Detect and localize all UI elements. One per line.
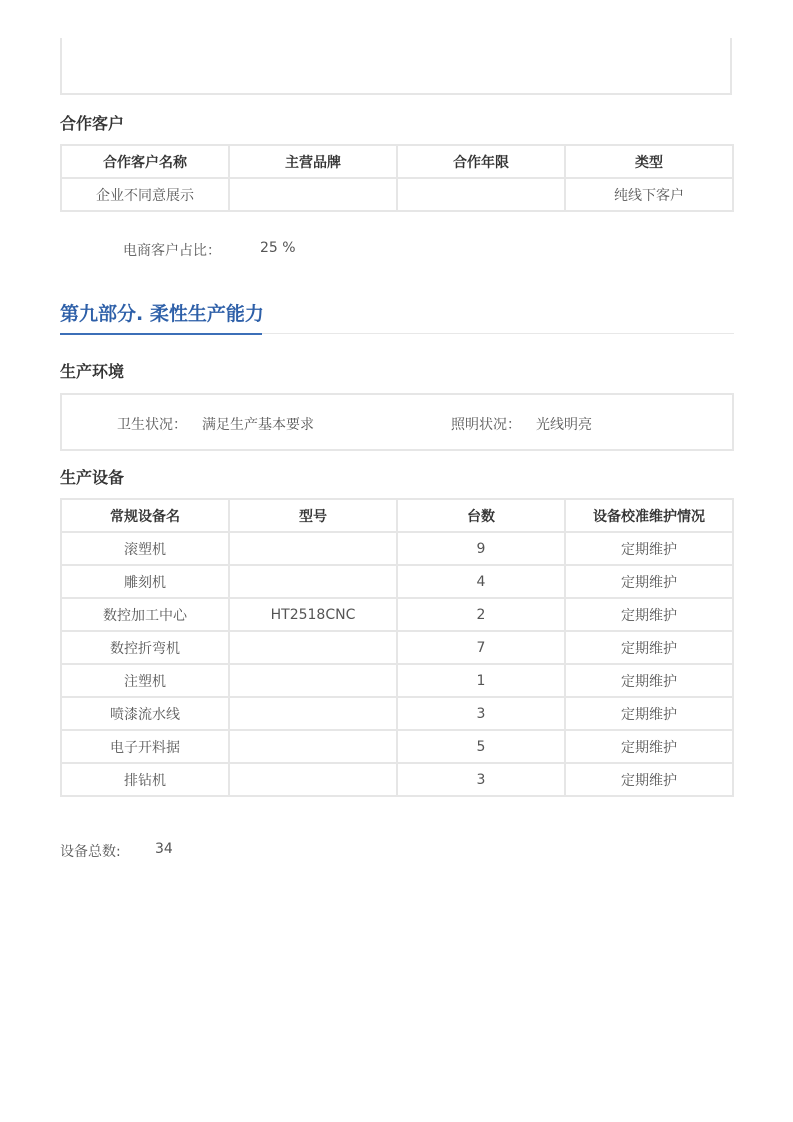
table-cell — [229, 178, 397, 211]
table-row — [61, 598, 733, 631]
table-cell: 数控加工中心 — [61, 598, 229, 631]
table-cell: HT2518CNC — [229, 598, 397, 631]
table-cell — [397, 178, 565, 211]
equipment-title: 生产设备 — [60, 468, 125, 487]
table-cell: 3 — [397, 763, 565, 796]
column-header: 类型 — [565, 145, 733, 178]
table-row — [61, 565, 733, 598]
table-cell: 电子开料据 — [61, 730, 229, 763]
table-cell — [229, 730, 397, 763]
table-cell: 滚塑机 — [61, 532, 229, 565]
table-cell: 企业不同意展示 — [61, 178, 229, 211]
table-cell: 定期维护 — [565, 763, 733, 796]
column-header: 主营品牌 — [229, 145, 397, 178]
table-cell: 纯线下客户 — [565, 178, 733, 211]
table-cell: 1 — [397, 664, 565, 697]
table-header-row — [61, 499, 733, 532]
partners-table — [60, 144, 734, 212]
table-cell: 定期维护 — [565, 697, 733, 730]
table-cell: 数控折弯机 — [61, 631, 229, 664]
partners-title: 合作客户 — [60, 114, 125, 133]
table-row — [61, 178, 733, 211]
table-cell: 9 — [397, 532, 565, 565]
lighting-label: 照明状况： — [451, 417, 521, 433]
hygiene-label: 卫生状况： — [117, 417, 187, 433]
table-row — [61, 631, 733, 664]
table-cell: 定期维护 — [565, 532, 733, 565]
column-header: 台数 — [397, 499, 565, 532]
table-cell — [229, 565, 397, 598]
equipment-table — [60, 498, 734, 797]
environment-box — [60, 393, 734, 451]
table-cell: 4 — [397, 565, 565, 598]
table-row — [61, 532, 733, 565]
table-cell — [229, 664, 397, 697]
table-cell: 2 — [397, 598, 565, 631]
environment-title: 生产环境 — [60, 362, 125, 381]
table-cell: 雕刻机 — [61, 565, 229, 598]
table-cell: 7 — [397, 631, 565, 664]
equipment-total-label: 设备总数: — [60, 844, 121, 860]
ecommerce-ratio-label: 电商客户占比： — [123, 243, 221, 259]
table-cell: 3 — [397, 697, 565, 730]
table-row — [61, 697, 733, 730]
column-header: 型号 — [229, 499, 397, 532]
table-cell: 5 — [397, 730, 565, 763]
column-header: 常规设备名 — [61, 499, 229, 532]
table-row — [61, 664, 733, 697]
section-heading: 第九部分. 柔性生产能力 — [60, 303, 264, 325]
table-cell: 定期维护 — [565, 565, 733, 598]
table-cell — [229, 631, 397, 664]
table-cell: 定期维护 — [565, 631, 733, 664]
table-cell — [229, 532, 397, 565]
table-cell: 注塑机 — [61, 664, 229, 697]
equipment-total-value: 34 — [155, 841, 173, 857]
table-cell: 排钻机 — [61, 763, 229, 796]
column-header: 合作年限 — [397, 145, 565, 178]
lighting-value: 光线明亮 — [536, 417, 592, 433]
previous-section-box — [60, 38, 732, 95]
column-header: 设备校准维护情况 — [565, 499, 733, 532]
column-header: 合作客户名称 — [61, 145, 229, 178]
table-cell — [229, 763, 397, 796]
table-cell: 喷漆流水线 — [61, 697, 229, 730]
table-row — [61, 730, 733, 763]
section-divider-accent — [60, 333, 262, 335]
hygiene-value: 满足生产基本要求 — [202, 417, 314, 433]
table-cell: 定期维护 — [565, 730, 733, 763]
table-header-row — [61, 145, 733, 178]
ecommerce-ratio-value: 25 % — [260, 240, 296, 256]
table-cell: 定期维护 — [565, 664, 733, 697]
table-cell: 定期维护 — [565, 598, 733, 631]
table-cell — [229, 697, 397, 730]
table-row — [61, 763, 733, 796]
